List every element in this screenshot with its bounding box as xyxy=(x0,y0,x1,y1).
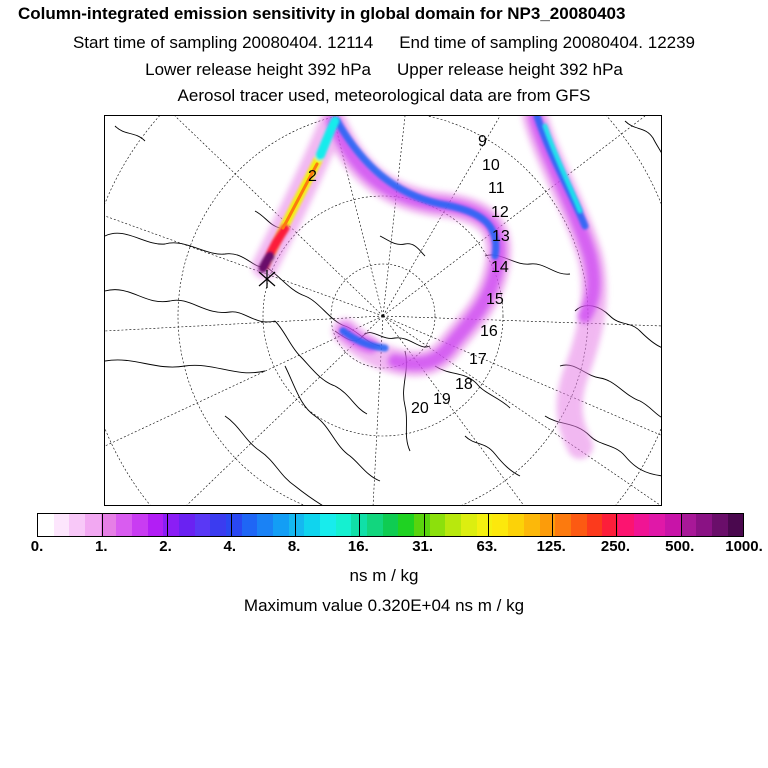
colorbar-segment xyxy=(681,514,697,536)
colorbar-segment xyxy=(273,514,289,536)
colorbar-segment xyxy=(367,514,383,536)
hour-label: 18 xyxy=(455,376,473,393)
colorbar-segment xyxy=(54,514,70,536)
colorbar-segment xyxy=(69,514,85,536)
colorbar-tick-label: 1000. xyxy=(725,538,763,555)
colorbar-tick xyxy=(616,514,617,536)
hour-label: 11 xyxy=(488,180,505,197)
colorbar-tick-label: 63. xyxy=(476,538,498,555)
colorbar-segment xyxy=(257,514,273,536)
colorbar-segment xyxy=(320,514,336,536)
colorbar-segment xyxy=(477,514,493,536)
hour-label: 16 xyxy=(480,323,498,340)
colorbar-tick-label: 2. xyxy=(159,538,172,555)
colorbar-segment xyxy=(508,514,524,536)
colorbar-tick-label: 500. xyxy=(665,538,695,555)
colorbar-segment xyxy=(728,514,744,536)
colorbar-segment xyxy=(634,514,650,536)
map-title: Column-integrated emission sensitivity in global domain for NP3_20080403 xyxy=(18,4,626,23)
hour-label: 13 xyxy=(492,228,510,245)
end-time: End time of sampling 20080404. 12239 xyxy=(399,33,696,52)
colorbar-segment xyxy=(461,514,477,536)
colorbar-segment xyxy=(712,514,728,536)
lower-release-height: Lower release height 392 hPa xyxy=(145,60,371,79)
colorbar-segment xyxy=(383,514,399,536)
hour-label: 17 xyxy=(469,351,487,368)
colorbar-unit: ns m / kg xyxy=(349,566,419,585)
colorbar-tick-label: 8. xyxy=(287,538,301,555)
colorbar-tick-label: 16. xyxy=(347,538,369,555)
release-heights xyxy=(0,60,768,80)
hour-label: 20 xyxy=(411,400,429,417)
polar-map xyxy=(105,116,662,506)
colorbar-segment xyxy=(116,514,132,536)
colorbar-tick-label: 4. xyxy=(223,538,237,555)
colorbar-segment xyxy=(524,514,540,536)
colorbar-segment xyxy=(195,514,211,536)
colorbar-segment xyxy=(587,514,603,536)
maximum-value: Maximum value 0.320E+04 ns m / kg xyxy=(243,596,525,615)
colorbar xyxy=(37,513,744,537)
hour-label: 10 xyxy=(482,157,500,174)
map-panel xyxy=(104,115,662,506)
colorbar-segment xyxy=(649,514,665,536)
colorbar-tick-label: 250. xyxy=(600,538,631,555)
colorbar-segment xyxy=(555,514,571,536)
colorbar-segment xyxy=(179,514,195,536)
colorbar-tick-label: 0. xyxy=(30,538,44,555)
hour-label: 19 xyxy=(433,391,451,408)
hour-label: 9 xyxy=(478,133,487,150)
colorbar-tick xyxy=(102,514,103,536)
start-time: Start time of sampling 20080404. 12114 xyxy=(72,33,374,52)
colorbar-segment xyxy=(445,514,461,536)
hour-label: 15 xyxy=(486,291,504,308)
colorbar-segment xyxy=(618,514,634,536)
colorbar-segment xyxy=(226,514,242,536)
upper-release-height: Upper release height 392 hPa xyxy=(397,60,623,79)
colorbar-tick xyxy=(295,514,296,536)
sampling-times xyxy=(0,33,768,53)
colorbar-segment xyxy=(414,514,430,536)
colorbar-tick xyxy=(167,514,168,536)
colorbar-segment xyxy=(571,514,587,536)
tracer-note: Aerosol tracer used, meteorological data are from GFS xyxy=(177,86,591,105)
colorbar-segment xyxy=(430,514,446,536)
colorbar-segment xyxy=(665,514,681,536)
colorbar-segment xyxy=(242,514,258,536)
colorbar-segment xyxy=(492,514,508,536)
colorbar-segment xyxy=(210,514,226,536)
colorbar-tick xyxy=(488,514,489,536)
colorbar-segment xyxy=(336,514,352,536)
colorbar-segment xyxy=(398,514,414,536)
colorbar-segment xyxy=(85,514,101,536)
colorbar-tick xyxy=(552,514,553,536)
colorbar-tick xyxy=(424,514,425,536)
colorbar-segment xyxy=(38,514,54,536)
colorbar-segment xyxy=(304,514,320,536)
colorbar-segment xyxy=(148,514,164,536)
hour-label: 14 xyxy=(491,259,509,276)
colorbar-tick xyxy=(231,514,232,536)
colorbar-segment xyxy=(696,514,712,536)
colorbar-segment xyxy=(132,514,148,536)
colorbar-tick-label: 125. xyxy=(536,538,566,555)
colorbar-segment xyxy=(289,514,305,536)
hour-label: 2 xyxy=(308,168,317,185)
colorbar-tick-label: 1. xyxy=(95,538,108,555)
colorbar-tick xyxy=(359,514,360,536)
colorbar-tick xyxy=(681,514,682,536)
hour-label: 12 xyxy=(491,204,509,221)
colorbar-tick-label: 31. xyxy=(412,538,434,555)
